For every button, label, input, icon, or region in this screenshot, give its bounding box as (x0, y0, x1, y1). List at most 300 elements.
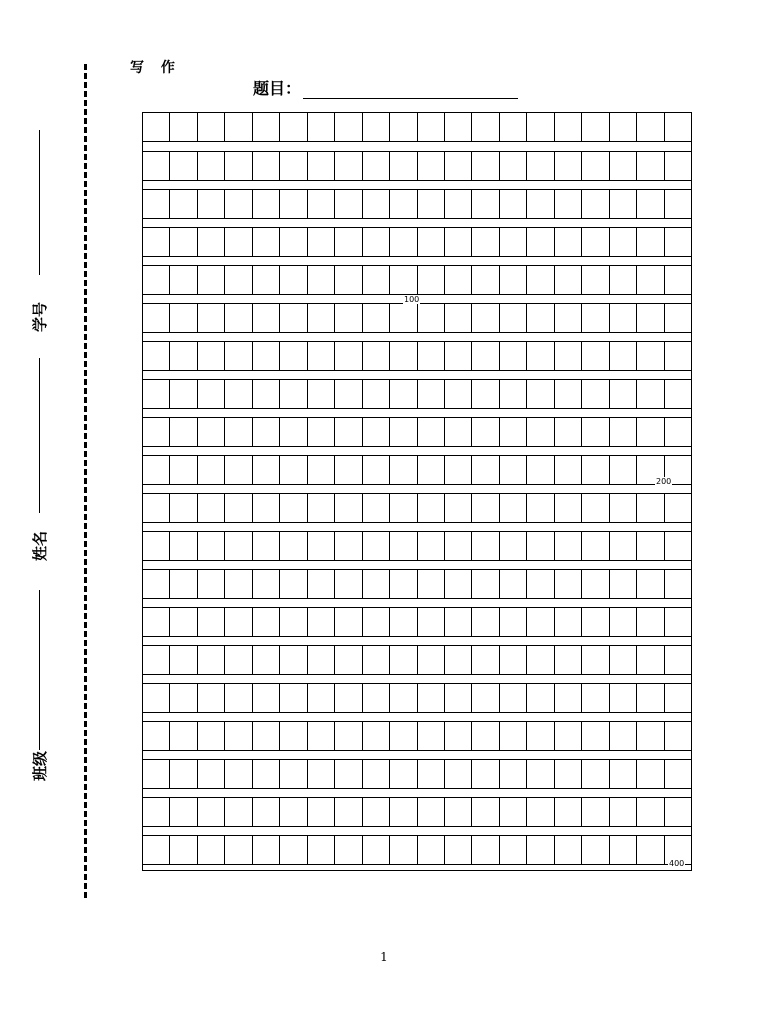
grid-cell[interactable] (198, 798, 225, 826)
grid-cell[interactable] (335, 722, 362, 750)
grid-cell[interactable] (472, 798, 499, 826)
grid-cell[interactable] (253, 266, 280, 294)
grid-cell[interactable] (527, 570, 554, 598)
grid-cell[interactable] (390, 646, 417, 674)
grid-cell[interactable] (335, 113, 362, 141)
grid-cell[interactable] (527, 342, 554, 370)
grid-cell[interactable] (390, 760, 417, 788)
grid-cell[interactable] (665, 113, 691, 141)
grid-cell[interactable] (363, 380, 390, 408)
grid-cell[interactable] (198, 342, 225, 370)
grid-cell[interactable] (308, 836, 335, 864)
grid-cell[interactable] (582, 722, 609, 750)
grid-cell[interactable] (280, 152, 307, 180)
grid-cell[interactable] (445, 418, 472, 446)
grid-cell[interactable] (445, 228, 472, 256)
grid-cell[interactable] (555, 608, 582, 636)
grid-cell[interactable] (253, 228, 280, 256)
grid-cell[interactable] (143, 532, 170, 560)
grid-cell[interactable] (363, 646, 390, 674)
grid-cell[interactable] (363, 494, 390, 522)
grid-cell[interactable] (472, 152, 499, 180)
grid-cell[interactable] (335, 418, 362, 446)
grid-cell[interactable] (198, 113, 225, 141)
grid-cell[interactable] (253, 798, 280, 826)
grid-cell[interactable] (308, 456, 335, 484)
grid-cell[interactable] (253, 684, 280, 712)
grid-cell[interactable] (280, 608, 307, 636)
grid-cell[interactable] (418, 494, 445, 522)
grid-cell[interactable] (143, 570, 170, 598)
grid-cell[interactable] (225, 342, 252, 370)
grid-cell[interactable] (143, 152, 170, 180)
grid-cell[interactable] (555, 494, 582, 522)
grid-cell[interactable] (555, 836, 582, 864)
grid-cell[interactable] (390, 836, 417, 864)
grid-cell[interactable] (308, 608, 335, 636)
grid-cell[interactable] (390, 570, 417, 598)
grid-cell[interactable] (308, 684, 335, 712)
grid-cell[interactable] (280, 228, 307, 256)
grid-cell[interactable] (665, 722, 691, 750)
grid-cell[interactable] (280, 836, 307, 864)
grid-cell[interactable] (390, 342, 417, 370)
grid-cell[interactable] (225, 380, 252, 408)
grid-cell[interactable] (308, 152, 335, 180)
grid-cell[interactable] (390, 380, 417, 408)
grid-cell[interactable] (308, 760, 335, 788)
grid-cell[interactable] (253, 152, 280, 180)
grid-cell[interactable] (390, 456, 417, 484)
grid-cell[interactable] (198, 684, 225, 712)
grid-cell[interactable] (225, 608, 252, 636)
grid-cell[interactable] (500, 190, 527, 218)
grid-cell[interactable] (280, 760, 307, 788)
grid-cell[interactable] (500, 760, 527, 788)
grid-cell[interactable] (280, 266, 307, 294)
grid-cell[interactable] (527, 380, 554, 408)
grid-cell[interactable] (555, 190, 582, 218)
grid-cell[interactable] (418, 456, 445, 484)
grid-cell[interactable] (280, 570, 307, 598)
grid-cell[interactable] (253, 646, 280, 674)
grid-cell[interactable] (198, 646, 225, 674)
grid-cell[interactable] (335, 304, 362, 332)
grid-cell[interactable] (225, 304, 252, 332)
grid-cell[interactable] (170, 684, 197, 712)
grid-cell[interactable] (472, 456, 499, 484)
grid-cell[interactable] (527, 113, 554, 141)
grid-cell[interactable] (143, 304, 170, 332)
grid-cell[interactable] (527, 608, 554, 636)
grid-cell[interactable] (445, 113, 472, 141)
grid-cell[interactable] (280, 798, 307, 826)
grid-cell[interactable] (335, 494, 362, 522)
grid-cell[interactable] (582, 836, 609, 864)
grid-cell[interactable] (143, 608, 170, 636)
grid-cell[interactable] (665, 228, 691, 256)
grid-cell[interactable] (445, 798, 472, 826)
grid-cell[interactable] (472, 684, 499, 712)
grid-cell[interactable] (472, 608, 499, 636)
grid-cell[interactable] (582, 570, 609, 598)
grid-cell[interactable] (418, 608, 445, 636)
grid-cell[interactable] (143, 380, 170, 408)
grid-cell[interactable] (418, 380, 445, 408)
grid-cell[interactable] (665, 798, 691, 826)
grid-cell[interactable] (308, 532, 335, 560)
grid-cell[interactable] (363, 418, 390, 446)
grid-cell[interactable] (527, 190, 554, 218)
grid-cell[interactable] (170, 418, 197, 446)
grid-cell[interactable] (500, 113, 527, 141)
grid-cell[interactable] (390, 418, 417, 446)
grid-cell[interactable] (527, 760, 554, 788)
topic-blank-line[interactable] (303, 84, 518, 99)
grid-cell[interactable] (363, 608, 390, 636)
grid-cell[interactable] (170, 304, 197, 332)
grid-cell[interactable] (253, 418, 280, 446)
grid-cell[interactable] (335, 152, 362, 180)
grid-cell[interactable] (225, 456, 252, 484)
grid-cell[interactable] (143, 456, 170, 484)
grid-cell[interactable] (527, 456, 554, 484)
grid-cell[interactable] (610, 798, 637, 826)
grid-cell[interactable] (500, 798, 527, 826)
grid-cell[interactable] (335, 266, 362, 294)
grid-cell[interactable] (308, 570, 335, 598)
grid-cell[interactable] (253, 532, 280, 560)
grid-cell[interactable] (418, 646, 445, 674)
grid-cell[interactable] (555, 304, 582, 332)
grid-cell[interactable] (582, 684, 609, 712)
grid-cell[interactable] (170, 722, 197, 750)
grid-cell[interactable] (308, 266, 335, 294)
grid-cell[interactable] (308, 494, 335, 522)
grid-cell[interactable] (280, 342, 307, 370)
grid-cell[interactable] (610, 380, 637, 408)
writing-grid[interactable] (142, 112, 692, 871)
grid-cell[interactable] (198, 722, 225, 750)
grid-cell[interactable] (445, 722, 472, 750)
grid-cell[interactable] (335, 608, 362, 636)
grid-cell[interactable] (280, 684, 307, 712)
grid-cell[interactable] (225, 646, 252, 674)
grid-cell[interactable] (665, 532, 691, 560)
grid-cell[interactable] (225, 684, 252, 712)
grid-cell[interactable] (170, 228, 197, 256)
grid-cell[interactable] (472, 113, 499, 141)
grid-cell[interactable] (308, 380, 335, 408)
grid-cell[interactable] (253, 608, 280, 636)
grid-cell[interactable] (363, 342, 390, 370)
grid-cell[interactable] (582, 608, 609, 636)
grid-cell[interactable] (445, 380, 472, 408)
grid-cell[interactable] (445, 532, 472, 560)
grid-cell[interactable] (582, 228, 609, 256)
grid-cell[interactable] (418, 570, 445, 598)
grid-cell[interactable] (472, 418, 499, 446)
grid-cell[interactable] (445, 684, 472, 712)
grid-cell[interactable] (170, 532, 197, 560)
grid-cell[interactable] (527, 494, 554, 522)
grid-cell[interactable] (170, 494, 197, 522)
grid-cell[interactable] (225, 113, 252, 141)
grid-cell[interactable] (390, 532, 417, 560)
grid-cell[interactable] (527, 798, 554, 826)
grid-cell[interactable] (665, 494, 691, 522)
grid-cell[interactable] (445, 494, 472, 522)
grid-cell[interactable] (637, 608, 664, 636)
grid-cell[interactable] (445, 266, 472, 294)
grid-cell[interactable] (390, 228, 417, 256)
grid-cell[interactable] (390, 152, 417, 180)
grid-cell[interactable] (280, 532, 307, 560)
grid-cell[interactable] (637, 646, 664, 674)
grid-cell[interactable] (555, 418, 582, 446)
grid-cell[interactable] (170, 152, 197, 180)
grid-cell[interactable] (610, 760, 637, 788)
grid-cell[interactable] (170, 760, 197, 788)
grid-cell[interactable] (610, 113, 637, 141)
grid-cell[interactable] (363, 836, 390, 864)
grid-cell[interactable] (472, 266, 499, 294)
grid-cell[interactable] (308, 418, 335, 446)
grid-cell[interactable] (582, 456, 609, 484)
grid-cell[interactable] (445, 760, 472, 788)
grid-cell[interactable] (637, 304, 664, 332)
grid-cell[interactable] (418, 266, 445, 294)
grid-cell[interactable] (445, 456, 472, 484)
grid-cell[interactable] (472, 380, 499, 408)
grid-cell[interactable] (582, 266, 609, 294)
grid-cell[interactable] (500, 684, 527, 712)
grid-cell[interactable] (198, 418, 225, 446)
grid-cell[interactable] (225, 152, 252, 180)
grid-cell[interactable] (610, 684, 637, 712)
grid-cell[interactable] (253, 342, 280, 370)
grid-cell[interactable] (390, 494, 417, 522)
grid-cell[interactable] (472, 836, 499, 864)
grid-cell[interactable] (610, 190, 637, 218)
grid-cell[interactable] (418, 798, 445, 826)
grid-cell[interactable] (280, 304, 307, 332)
grid-cell[interactable] (445, 190, 472, 218)
grid-cell[interactable] (500, 418, 527, 446)
grid-cell[interactable] (555, 532, 582, 560)
grid-cell[interactable] (610, 304, 637, 332)
grid-cell[interactable] (363, 570, 390, 598)
grid-cell[interactable] (143, 646, 170, 674)
grid-cell[interactable] (527, 266, 554, 294)
grid-cell[interactable] (335, 684, 362, 712)
grid-cell[interactable] (170, 113, 197, 141)
grid-cell[interactable] (582, 798, 609, 826)
grid-cell[interactable] (500, 304, 527, 332)
grid-cell[interactable] (582, 380, 609, 408)
grid-cell[interactable] (527, 684, 554, 712)
grid-cell[interactable] (170, 646, 197, 674)
grid-cell[interactable] (500, 608, 527, 636)
grid-cell[interactable] (665, 760, 691, 788)
grid-cell[interactable] (170, 190, 197, 218)
grid-cell[interactable] (143, 113, 170, 141)
grid-cell[interactable] (308, 228, 335, 256)
grid-cell[interactable] (170, 456, 197, 484)
grid-cell[interactable] (555, 228, 582, 256)
grid-cell[interactable] (555, 380, 582, 408)
grid-cell[interactable] (637, 190, 664, 218)
grid-cell[interactable] (445, 152, 472, 180)
grid-cell[interactable] (527, 722, 554, 750)
grid-cell[interactable] (363, 798, 390, 826)
grid-cell[interactable] (500, 532, 527, 560)
grid-cell[interactable] (500, 722, 527, 750)
grid-cell[interactable] (170, 380, 197, 408)
grid-cell[interactable] (610, 570, 637, 598)
grid-cell[interactable] (418, 304, 445, 332)
grid-cell[interactable] (665, 646, 691, 674)
grid-cell[interactable] (582, 418, 609, 446)
grid-cell[interactable] (335, 570, 362, 598)
grid-cell[interactable] (225, 418, 252, 446)
grid-cell[interactable] (143, 798, 170, 826)
grid-cell[interactable] (500, 152, 527, 180)
grid-cell[interactable] (472, 494, 499, 522)
grid-cell[interactable] (143, 418, 170, 446)
grid-cell[interactable] (610, 152, 637, 180)
grid-cell[interactable] (143, 836, 170, 864)
grid-cell[interactable] (500, 380, 527, 408)
grid-cell[interactable] (225, 494, 252, 522)
grid-cell[interactable] (665, 152, 691, 180)
grid-cell[interactable] (445, 570, 472, 598)
grid-cell[interactable] (582, 532, 609, 560)
grid-cell[interactable] (308, 646, 335, 674)
grid-cell[interactable] (418, 836, 445, 864)
grid-cell[interactable] (582, 342, 609, 370)
grid-cell[interactable] (363, 266, 390, 294)
grid-cell[interactable] (472, 570, 499, 598)
grid-cell[interactable] (418, 760, 445, 788)
grid-cell[interactable] (445, 342, 472, 370)
grid-cell[interactable] (225, 570, 252, 598)
grid-cell[interactable] (335, 836, 362, 864)
grid-cell[interactable] (418, 532, 445, 560)
grid-cell[interactable] (665, 380, 691, 408)
grid-cell[interactable] (418, 684, 445, 712)
grid-cell[interactable] (500, 494, 527, 522)
grid-cell[interactable] (445, 646, 472, 674)
grid-cell[interactable] (308, 342, 335, 370)
grid-cell[interactable] (198, 380, 225, 408)
grid-cell[interactable] (472, 646, 499, 674)
grid-cell[interactable] (308, 722, 335, 750)
grid-cell[interactable] (665, 190, 691, 218)
grid-cell[interactable] (198, 266, 225, 294)
grid-cell[interactable] (610, 608, 637, 636)
grid-cell[interactable] (363, 456, 390, 484)
grid-cell[interactable] (637, 532, 664, 560)
grid-cell[interactable] (418, 113, 445, 141)
grid-cell[interactable] (308, 113, 335, 141)
grid-cell[interactable] (253, 304, 280, 332)
grid-cell[interactable] (555, 570, 582, 598)
grid-cell[interactable] (665, 266, 691, 294)
grid-cell[interactable] (335, 646, 362, 674)
grid-cell[interactable] (335, 798, 362, 826)
grid-cell[interactable] (143, 342, 170, 370)
grid-cell[interactable] (472, 342, 499, 370)
grid-cell[interactable] (637, 722, 664, 750)
grid-cell[interactable] (472, 722, 499, 750)
grid-cell[interactable] (527, 304, 554, 332)
grid-cell[interactable] (527, 836, 554, 864)
grid-cell[interactable] (390, 304, 417, 332)
grid-cell[interactable] (472, 760, 499, 788)
grid-cell[interactable] (555, 456, 582, 484)
grid-cell[interactable] (637, 418, 664, 446)
grid-cell[interactable] (418, 190, 445, 218)
grid-cell[interactable] (363, 152, 390, 180)
grid-cell[interactable] (143, 190, 170, 218)
grid-cell[interactable] (143, 722, 170, 750)
grid-cell[interactable] (143, 684, 170, 712)
grid-cell[interactable] (390, 113, 417, 141)
grid-cell[interactable] (363, 532, 390, 560)
grid-cell[interactable] (390, 798, 417, 826)
grid-cell[interactable] (555, 342, 582, 370)
grid-cell[interactable] (418, 418, 445, 446)
grid-cell[interactable] (363, 113, 390, 141)
grid-cell[interactable] (198, 836, 225, 864)
grid-cell[interactable] (335, 456, 362, 484)
grid-cell[interactable] (390, 608, 417, 636)
grid-cell[interactable] (253, 836, 280, 864)
grid-cell[interactable] (280, 494, 307, 522)
grid-cell[interactable] (335, 760, 362, 788)
grid-cell[interactable] (610, 494, 637, 522)
grid-cell[interactable] (198, 570, 225, 598)
grid-cell[interactable] (363, 304, 390, 332)
grid-cell[interactable] (253, 494, 280, 522)
grid-cell[interactable] (335, 228, 362, 256)
grid-cell[interactable] (280, 646, 307, 674)
grid-cell[interactable] (637, 760, 664, 788)
grid-cell[interactable] (527, 418, 554, 446)
grid-cell[interactable] (555, 152, 582, 180)
grid-cell[interactable] (225, 228, 252, 256)
grid-cell[interactable] (610, 228, 637, 256)
grid-cell[interactable] (198, 608, 225, 636)
grid-cell[interactable] (225, 798, 252, 826)
grid-cell[interactable] (610, 266, 637, 294)
grid-cell[interactable] (363, 722, 390, 750)
grid-cell[interactable] (665, 342, 691, 370)
grid-cell[interactable] (582, 190, 609, 218)
grid-cell[interactable] (582, 494, 609, 522)
grid-cell[interactable] (665, 570, 691, 598)
grid-cell[interactable] (582, 760, 609, 788)
grid-cell[interactable] (445, 836, 472, 864)
grid-cell[interactable] (418, 152, 445, 180)
grid-cell[interactable] (610, 456, 637, 484)
grid-cell[interactable] (253, 190, 280, 218)
grid-cell[interactable] (225, 190, 252, 218)
grid-cell[interactable] (610, 532, 637, 560)
grid-cell[interactable] (637, 152, 664, 180)
grid-cell[interactable] (308, 190, 335, 218)
